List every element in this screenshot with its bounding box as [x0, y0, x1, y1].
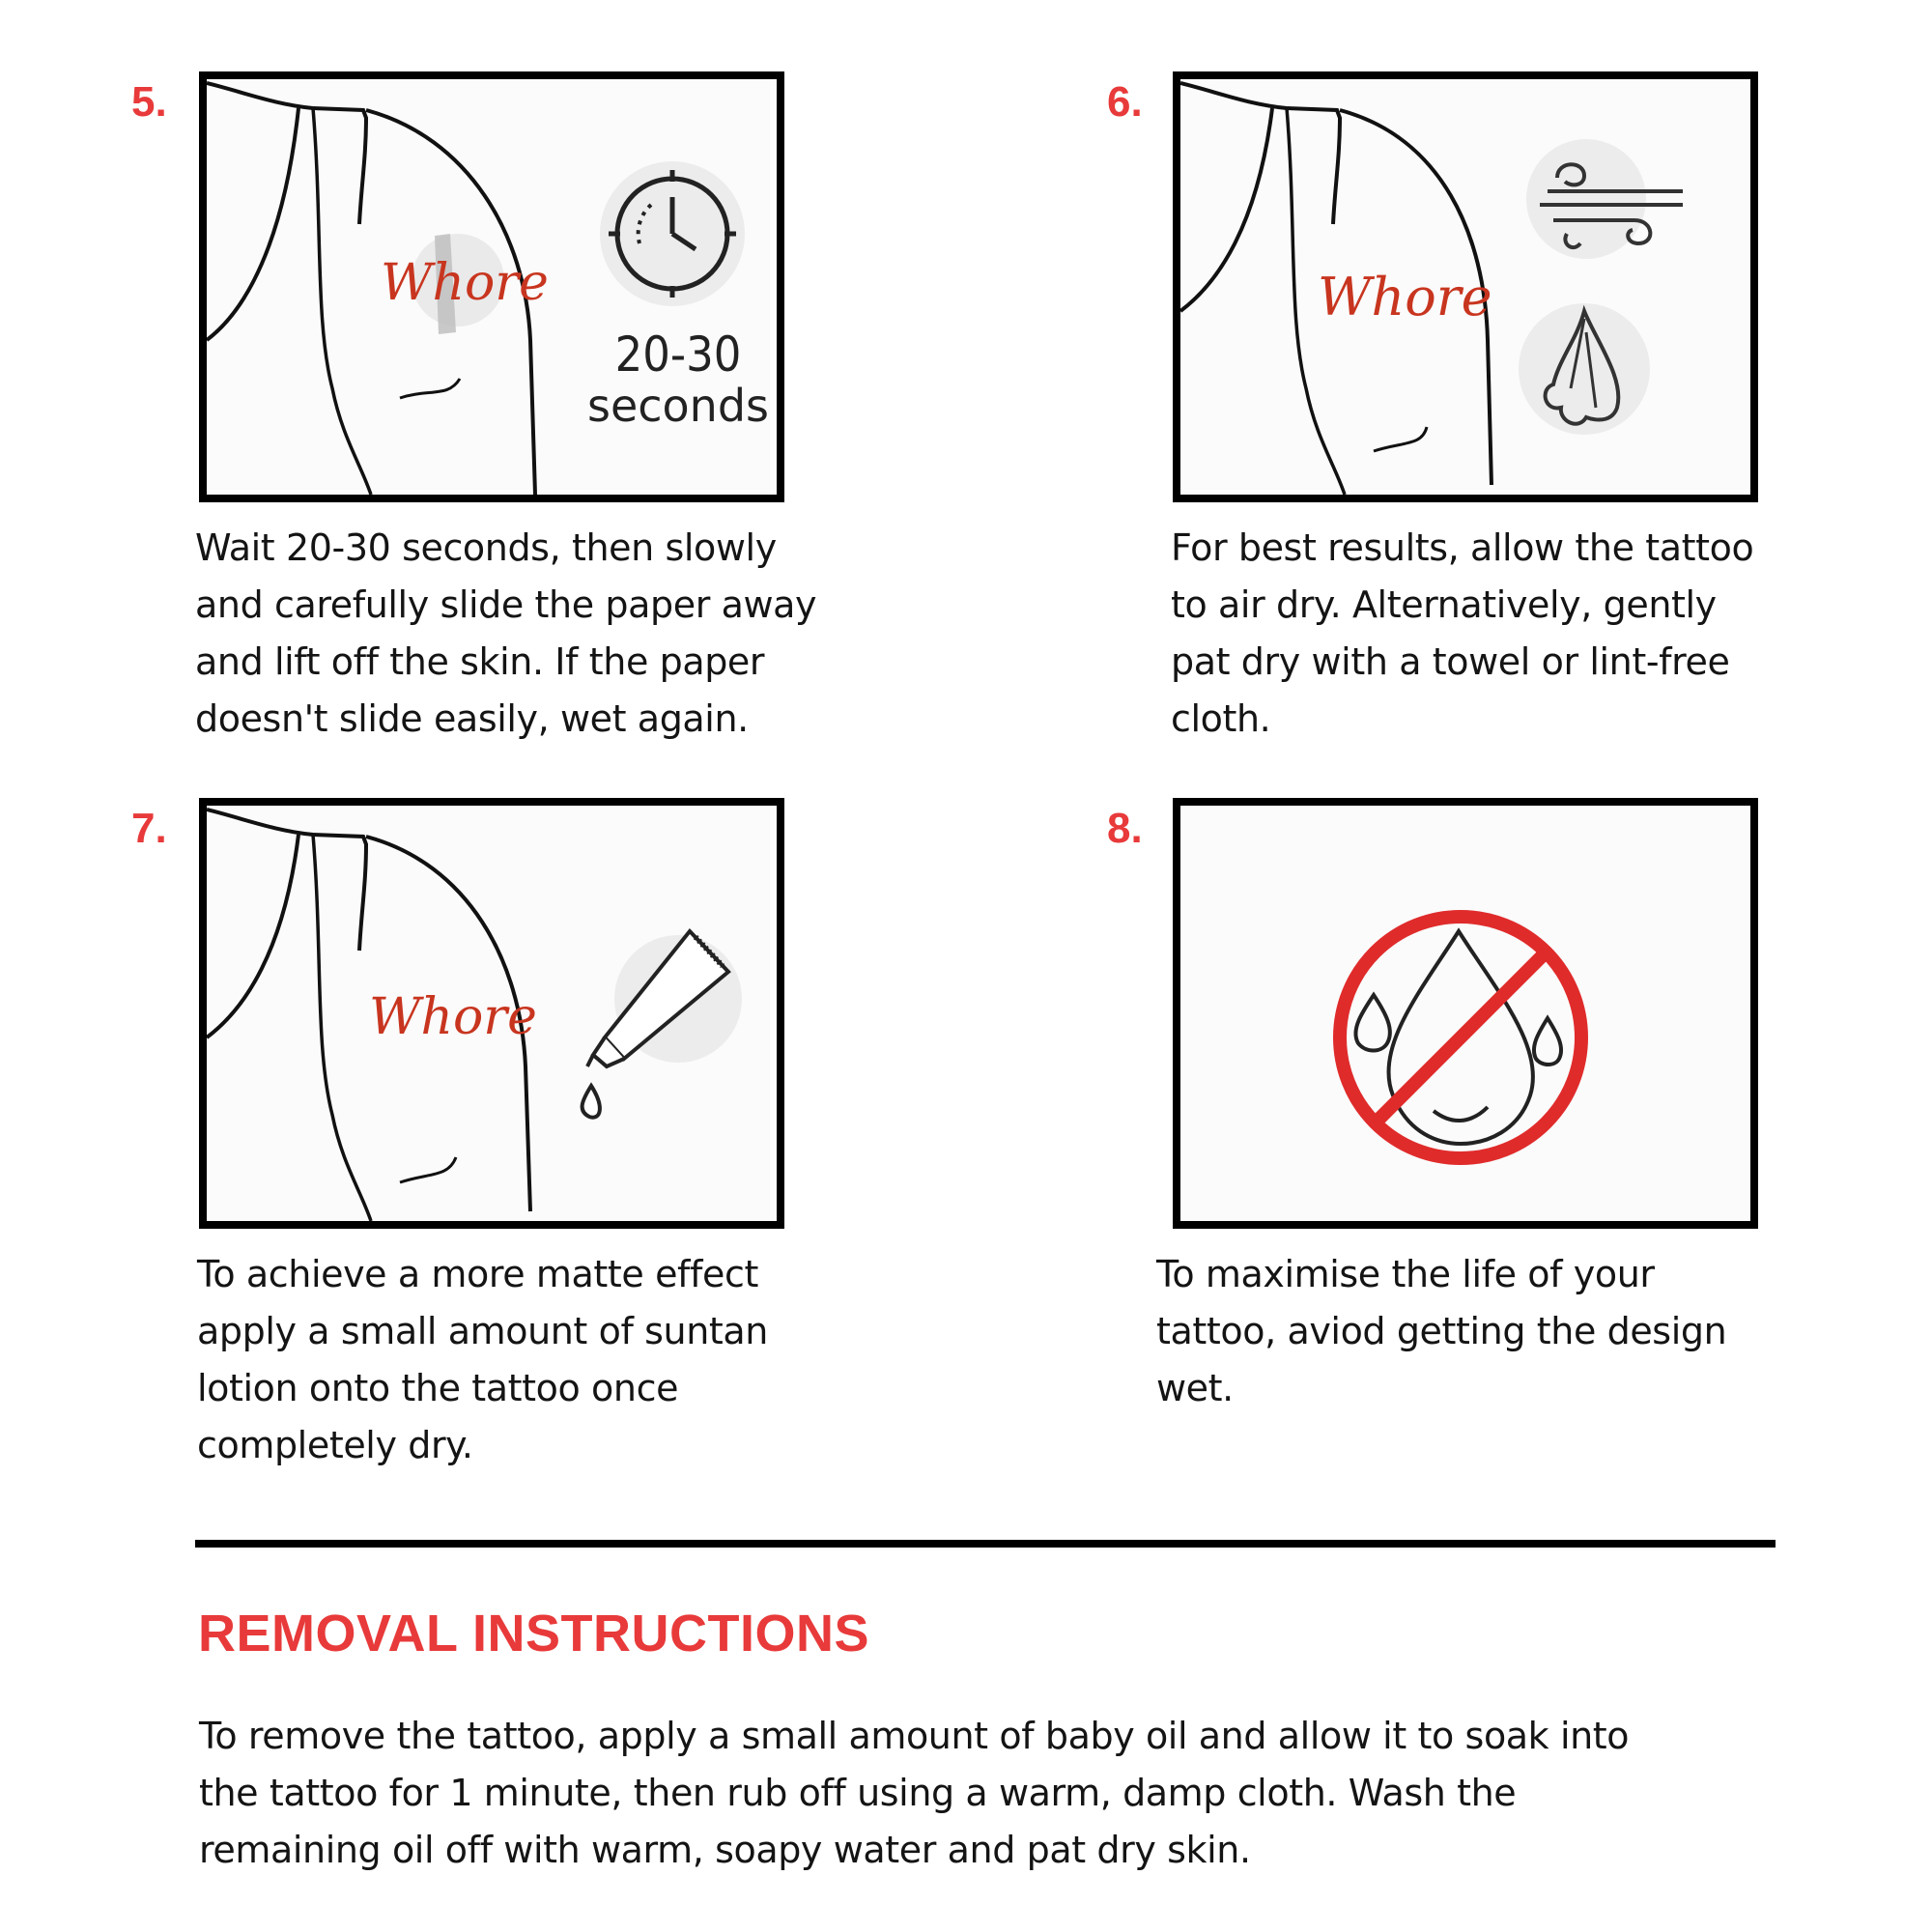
step-8-caption: To maximise the life of your tattoo, aviod getting the design wet. [1156, 1253, 1727, 1409]
cloth-icon [1519, 303, 1650, 435]
removal-title: REMOVAL INSTRUCTIONS [198, 1605, 870, 1662]
step-number-8: 8. [1107, 805, 1143, 852]
step-7-caption: To achieve a more matte effect apply a small amount of suntan lotion onto the tattoo once completely dry. [197, 1253, 768, 1466]
shoulder-illustration [1180, 79, 1750, 495]
timer-range-label: 20-30 [614, 327, 742, 383]
step-number-6: 6. [1107, 78, 1143, 126]
no-water-icon [1180, 806, 1750, 1221]
step-7-illustration [199, 798, 784, 1229]
tattoo-word: Whore [369, 988, 537, 1046]
shoulder-illustration [207, 806, 777, 1221]
step-number-5: 5. [131, 78, 167, 126]
step-5-illustration [199, 71, 784, 502]
section-divider [195, 1540, 1776, 1548]
lotion-tube-icon [582, 931, 742, 1118]
step-6-illustration [1173, 71, 1758, 502]
tattoo-word: Whore [1318, 267, 1492, 327]
timer-unit-label: seconds [586, 380, 770, 432]
step-8-illustration [1173, 798, 1758, 1229]
shoulder-illustration [207, 79, 777, 495]
stopwatch-icon [600, 161, 745, 306]
tattoo-word: Whore [381, 254, 549, 312]
step-6-caption: For best results, allow the tattoo to air dry. Alternatively, gently pat dry with a towel or lint-free cloth. [1171, 526, 1754, 740]
step-5-caption: Wait 20-30 seconds, then slowly and carefully slide the paper away and lift off the skin. If the paper doesn't slide easily, wet again. [195, 526, 817, 740]
step-number-7: 7. [131, 805, 167, 852]
removal-body: To remove the tattoo, apply a small amount of baby oil and allow it to soak into the tattoo for 1 minute, then rub off using a warm, damp cloth. Wash the remaining oil off with warm, soapy water and pat dry skin. [199, 1715, 1630, 1871]
wind-icon [1526, 139, 1683, 259]
